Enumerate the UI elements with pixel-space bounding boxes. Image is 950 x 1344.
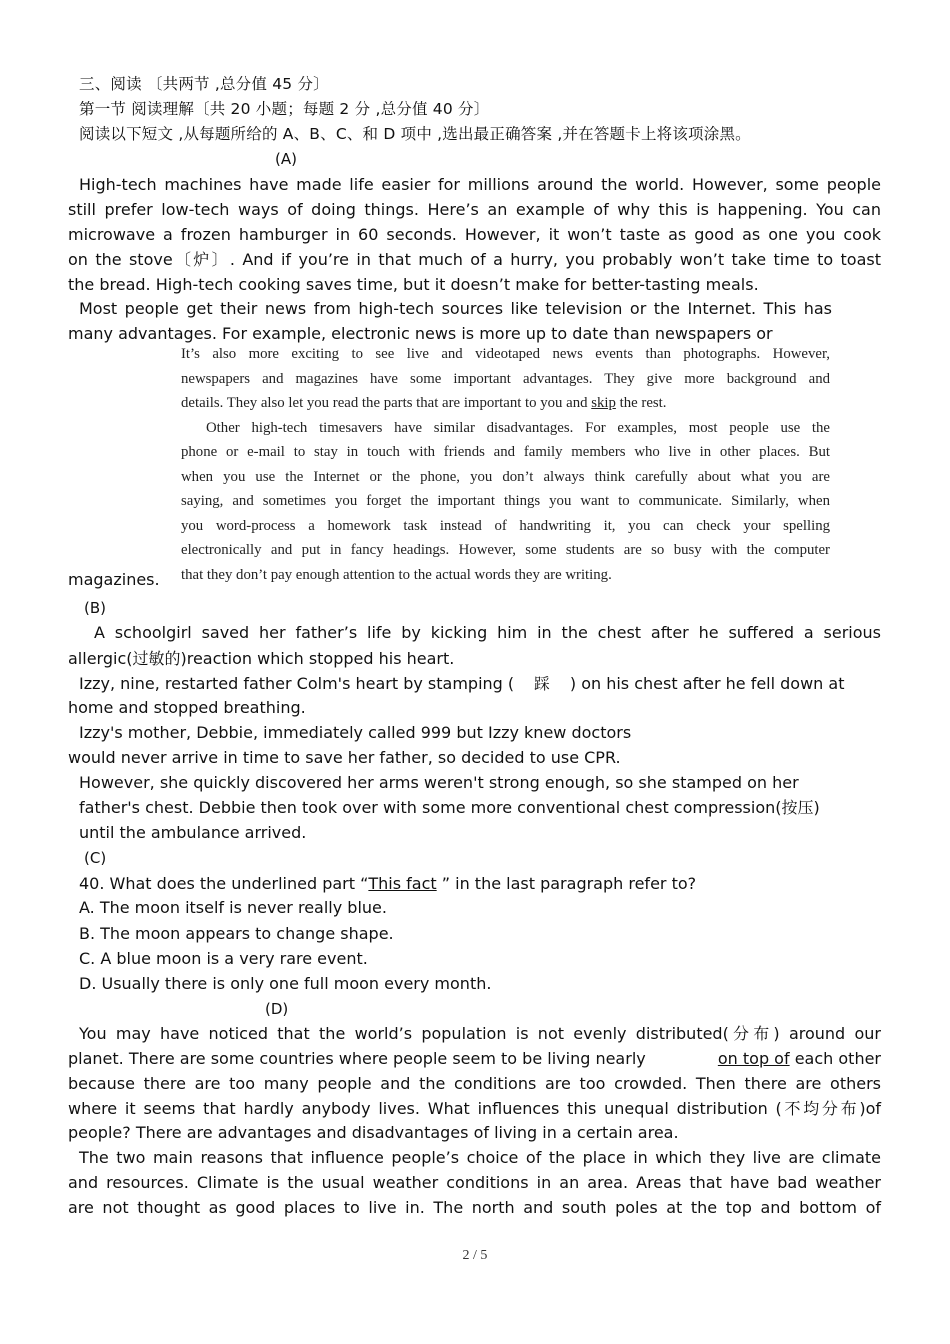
passage-b-line: A schoolgirl saved her father’s life by kicking him in the chest after he suffered a serious bbox=[94, 623, 881, 642]
passage-a-p1-line: the bread. High-tech cooking saves time, but it doesn’t make for better-tasting meals. bbox=[68, 275, 759, 294]
instructions: 阅读以下短文 ,从每题所给的 A、B、C、和 D 项中 ,选出最正确答案 ,并在答题卡上将该项涂黑。 bbox=[79, 125, 751, 143]
passage-b-line: father's chest. Debbie then took over with some more conventional chest compression(按压) bbox=[79, 798, 820, 817]
passage-b-text: Izzy, nine, restarted father Colm's heart by stamping ( bbox=[79, 674, 515, 693]
passage-b-line: home and stopped breathing. bbox=[68, 698, 306, 717]
passage-a-p1-line: High-tech machines have made life easier for millions around the world. However, some people bbox=[79, 175, 881, 194]
answer-option-a: A. The moon itself is never really blue. bbox=[79, 898, 387, 917]
underlined-word-skip: skip bbox=[591, 395, 616, 411]
scan-line: saying, and sometimes you forget the important things you want to communicate. Similarly, when bbox=[181, 493, 830, 509]
passage-b-label: (B) bbox=[84, 599, 106, 617]
passage-d-line bbox=[68, 1049, 881, 1069]
passage-d-line: because there are too many people and the conditions are too crowded. Then there are others bbox=[68, 1074, 881, 1093]
passage-d-line: are not thought as good places to live in. The north and south poles at the top and bottom of bbox=[68, 1198, 881, 1217]
passage-a-p2-end: magazines. bbox=[68, 570, 160, 589]
passage-b-line: would never arrive in time to save her father, so decided to use CPR. bbox=[68, 748, 621, 767]
chinese-gloss: 踩 bbox=[534, 675, 550, 693]
passage-b-line: until the ambulance arrived. bbox=[79, 823, 307, 842]
scan-line: It’s also more exciting to see live and videotaped news events than photographs. However, bbox=[181, 346, 830, 362]
passage-d-text: planet. There are some countries where people seem to be living nearly bbox=[68, 1049, 646, 1068]
passage-b-line: allergic(过敏的)reaction which stopped his heart. bbox=[68, 649, 455, 668]
passage-d-line: The two main reasons that influence people’s choice of the place in which they live are climate bbox=[79, 1148, 881, 1167]
scan-line: you word-process a homework task instead of handwriting it, you can check your spelling bbox=[181, 518, 830, 534]
passage-d-line: You may have noticed that the world’s population is not evenly distributed(分布) around our bbox=[79, 1024, 881, 1043]
passage-a-label: (A) bbox=[275, 150, 297, 168]
scan-line: when you use the Internet or the phone, you don’t always think carefully about what you are bbox=[181, 469, 830, 485]
passage-d-label: (D) bbox=[265, 1000, 289, 1018]
section-title: 三、阅读 〔共两节 ,总分值 45 分〕 bbox=[79, 75, 329, 93]
page-number: 2 / 5 bbox=[462, 1248, 488, 1263]
scan-line bbox=[181, 393, 666, 413]
scanned-text-image bbox=[178, 343, 834, 590]
passage-d-text: each other bbox=[794, 1049, 881, 1068]
underlined-phrase-on-top-of: on top of bbox=[717, 1049, 790, 1068]
question-40 bbox=[79, 874, 696, 894]
passage-a-p1-line: on the stove〔炉〕. And if you’re in that much of a hurry, you probably won’t take time to toast bbox=[68, 250, 881, 269]
underlined-phrase: This fact bbox=[368, 874, 437, 893]
passage-a-p2-line: many advantages. For example, electronic news is more up to date than newspapers or bbox=[68, 324, 773, 343]
passage-b-line bbox=[79, 674, 844, 694]
passage-b-line: Izzy's mother, Debbie, immediately called 999 but Izzy knew doctors bbox=[79, 723, 632, 742]
scan-text: details. They also let you read the parts that are important to you and bbox=[181, 395, 588, 411]
answer-option-d: D. Usually there is only one full moon every month. bbox=[79, 974, 492, 993]
question-text: ” in the last paragraph refer to? bbox=[436, 874, 697, 893]
passage-d-line: where it seems that hardly anybody lives. What influences this unequal distribution (不均分布)of bbox=[68, 1099, 881, 1118]
passage-d-line: and resources. Climate is the usual weather conditions in an area. Areas that have bad weather bbox=[68, 1173, 881, 1192]
passage-a-p2-line: Most people get their news from high-tech sources like television or the Internet. This has bbox=[79, 299, 832, 318]
answer-option-c: C. A blue moon is a very rare event. bbox=[79, 949, 368, 968]
scan-line: phone or e-mail to stay in touch with friends and family members who live in other places. But bbox=[181, 444, 830, 460]
scan-line: that they don’t pay enough attention to the actual words they are writing. bbox=[181, 567, 612, 583]
question-text: 40. What does the underlined part “ bbox=[79, 874, 369, 893]
scan-line: electronically and put in fancy headings. However, some students are so busy with the computer bbox=[181, 542, 830, 558]
scan-text: the rest. bbox=[619, 395, 667, 411]
passage-b-line: However, she quickly discovered her arms weren't strong enough, so she stamped on her bbox=[79, 773, 799, 792]
passage-c-label: (C) bbox=[84, 849, 107, 867]
scan-line: newspapers and magazines have some important advantages. They give more background and bbox=[181, 371, 830, 387]
passage-d-line: people? There are advantages and disadvantages of living in a certain area. bbox=[68, 1123, 679, 1142]
part-title: 第一节 阅读理解〔共 20 小题；每题 2 分 ,总分值 40 分〕 bbox=[79, 100, 490, 118]
passage-a-p1-line: microwave a frozen hamburger in 60 seconds. However, it won’t taste as good as one you cook bbox=[68, 225, 881, 244]
passage-a-p1-line: still prefer low-tech ways of doing things. Here’s an example of why this is happening. You can bbox=[68, 200, 881, 219]
passage-b-text: ) on his chest after he fell down at bbox=[569, 674, 845, 693]
scan-line: Other high-tech timesavers have similar disadvantages. For examples, most people use the bbox=[206, 420, 830, 436]
answer-option-b: B. The moon appears to change shape. bbox=[79, 924, 394, 943]
